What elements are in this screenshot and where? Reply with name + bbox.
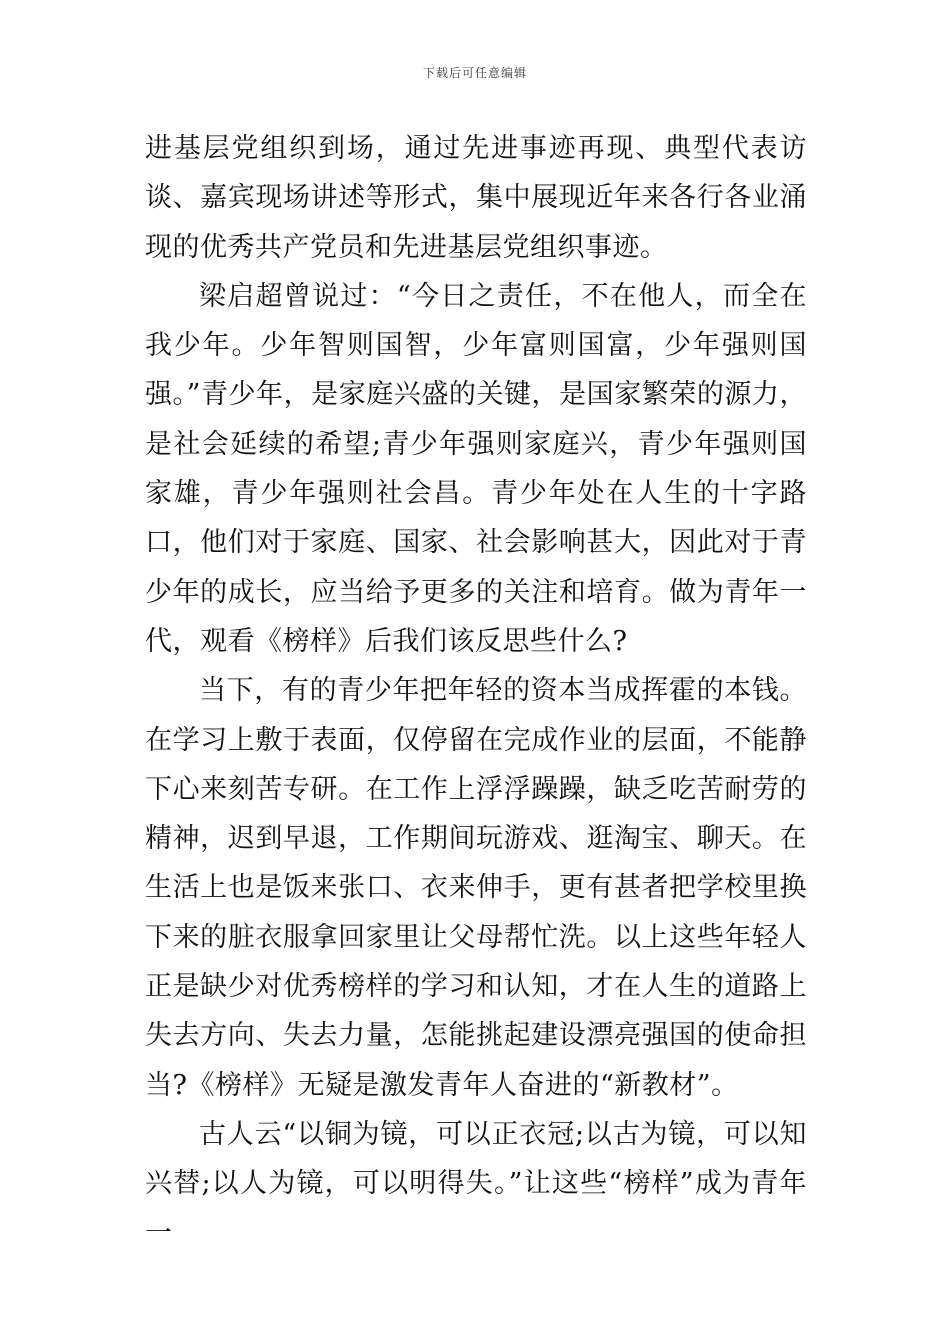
paragraph-continuation: 进基层党组织到场，通过先进事迹再现、典型代表访谈、嘉宾现场讲述等形式，集中展现近年来各行各业涌现的优秀共产党员和先进基层党组织事迹。	[145, 133, 807, 263]
page-header: 下载后可任意编辑	[422, 66, 527, 80]
paragraph-liang-qichao-quote: 梁启超曾说过：“今日之责任，不在他人，而全在我少年。少年智则国智，少年富则国富，少年强则国强。”青少年，是家庭兴盛的关键，是国家繁荣的源力，是社会延续的希望;青少年强则家庭兴，青少年强则国家雄，青少年强则社会昌。青少年处在人生的十字路口，他们对于家庭、国家、社会影响甚大，因此对于青少年的成长，应当给予更多的关注和培育。做为青年一代，观看《榜样》后我们该反思些什么?	[145, 280, 807, 657]
paragraph-youth-problems: 当下，有的青少年把年轻的资本当成挥霍的本钱。在学习上敷于表面，仅停留在完成作业的层面，不能静下心来刻苦专研。在工作上浮浮躁躁，缺乏吃苦耐劳的精神，迟到早退，工作期间玩游戏、逛淘宝、聊天。在生活上也是饭来张口、衣来伸手，更有甚者把学校里换下来的脏衣服拿回家里让父母帮忙洗。以上这些年轻人正是缺少对优秀榜样的学习和认知，才在人生的道路上失去方向、失去力量，怎能挑起建设漂亮强国的使命担当?《榜样》无疑是激发青年人奋进的“新教材”。	[145, 675, 807, 1101]
paragraph-ancient-saying: 古人云“以铜为镜，可以正衣冠;以古为镜，可以知兴替;以人为镜，可以明得失。”让这些“榜样”成为青年一	[145, 1118, 807, 1249]
document-body	[145, 124, 807, 1258]
